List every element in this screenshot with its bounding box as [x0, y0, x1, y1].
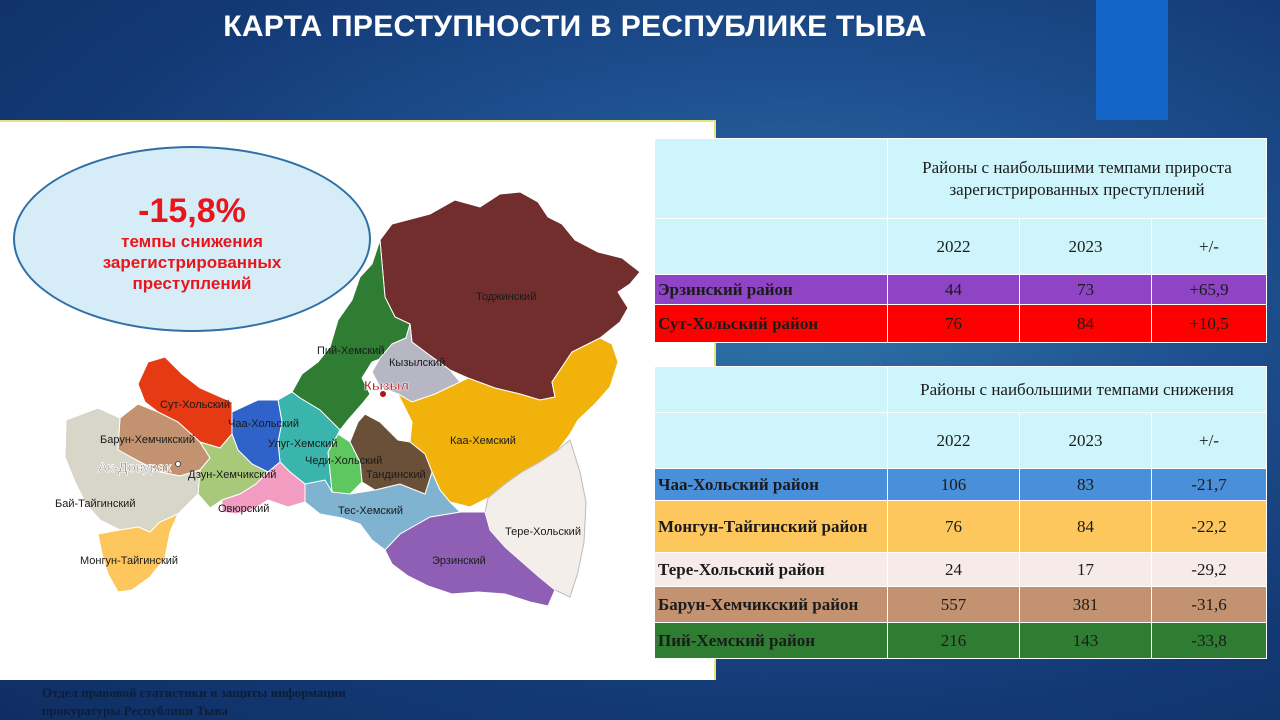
row-name: Пий-Хемский район — [655, 623, 888, 659]
row-2022: 24 — [888, 553, 1020, 587]
map-label-tere-kholsky: Тере-Хольский — [505, 526, 581, 538]
row-name: Барун-Хемчикский район — [655, 587, 888, 623]
table-row — [655, 275, 1267, 305]
growth-col-2022: 2022 — [888, 219, 1020, 275]
row-2023: 84 — [1020, 305, 1152, 343]
decline-col-change: +/- — [1152, 413, 1267, 469]
map-label-chaa-kholsky: Чаа-Хольский — [228, 418, 300, 430]
decline-table-header: Районы с наибольшими темпами снижения — [888, 367, 1267, 413]
decorative-blue-rectangle — [1096, 0, 1168, 120]
growth-table — [654, 138, 1267, 343]
footer-line-1: Отдел правовой статистики и защиты информации — [42, 685, 346, 700]
map-label-chedi-kholsky: Чеди-Хольский — [305, 455, 383, 467]
row-2023: 73 — [1020, 275, 1152, 305]
decline-col-2022: 2022 — [888, 413, 1020, 469]
decrease-caption-line1: темпы снижения — [121, 232, 263, 251]
ak-dovurak-marker — [176, 462, 181, 467]
row-change: +10,5 — [1152, 305, 1267, 343]
row-2023: 381 — [1020, 587, 1152, 623]
row-2022: 76 — [888, 501, 1020, 553]
table-row — [655, 587, 1267, 623]
map-label-dzun-khemchiksky: Дзун-Хемчикский — [188, 469, 277, 481]
growth-table-corner — [655, 139, 888, 219]
decrease-percent: -15,8% — [138, 192, 246, 230]
map-label-kyzylsky: Кызылский — [389, 357, 446, 369]
decline-table — [654, 366, 1267, 659]
row-2022: 44 — [888, 275, 1020, 305]
row-2023: 83 — [1020, 469, 1152, 501]
row-change: +65,9 — [1152, 275, 1267, 305]
table-row — [655, 305, 1267, 343]
row-change: -33,8 — [1152, 623, 1267, 659]
map-label-mongun-taiginsky: Монгун-Тайгинский — [80, 555, 179, 567]
map-label-bai-taiginsky: Бай-Тайгинский — [55, 498, 136, 510]
table-row — [655, 553, 1267, 587]
row-change: -29,2 — [1152, 553, 1267, 587]
decrease-caption-line3: преступлений — [132, 274, 252, 293]
table-row — [655, 469, 1267, 501]
table-row — [655, 623, 1267, 659]
row-name: Тере-Хольский район — [655, 553, 888, 587]
map-label-barun-khemchiksky: Барун-Хемчикский — [100, 434, 195, 446]
row-name: Эрзинский район — [655, 275, 888, 305]
map-label-kyzyl: Кызыл — [364, 378, 409, 393]
map-label-kaa-khemsky: Каа-Хемский — [450, 435, 516, 447]
decline-table-corner — [655, 367, 888, 413]
map-label-todzhinsky: Тоджинский — [476, 291, 537, 303]
map-label-erzinsky: Эрзинский — [432, 555, 486, 567]
row-2022: 106 — [888, 469, 1020, 501]
row-2022: 76 — [888, 305, 1020, 343]
page-title: КАРТА ПРЕСТУПНОСТИ В РЕСПУБЛИКЕ ТЫВА — [223, 10, 927, 43]
row-name: Сут-Хольский район — [655, 305, 888, 343]
row-2022: 216 — [888, 623, 1020, 659]
row-name: Чаа-Хольский район — [655, 469, 888, 501]
decrease-callout — [13, 146, 371, 332]
map-label-piy-khemsky: Пий-Хемский — [317, 345, 385, 357]
map-label-ak-dovurak: Ак-Довурак — [98, 459, 172, 475]
map-label-ovyursky: Овюрский — [218, 503, 270, 515]
map-label-tandinsky: Тандинский — [366, 469, 426, 481]
map-label-ulug-khemsky: Улуг-Хемский — [268, 438, 338, 450]
row-change: -22,2 — [1152, 501, 1267, 553]
growth-col-change: +/- — [1152, 219, 1267, 275]
decline-table-corner-2 — [655, 413, 888, 469]
map-label-tes-khemsky: Тес-Хемский — [338, 505, 404, 517]
row-name: Монгун-Тайгинский район — [655, 501, 888, 553]
row-2023: 143 — [1020, 623, 1152, 659]
growth-table-header: Районы с наибольшими темпами прироста зарегистрированных преступлений — [888, 139, 1267, 219]
row-change: -31,6 — [1152, 587, 1267, 623]
row-2022: 557 — [888, 587, 1020, 623]
map-label-sut-kholsky: Сут-Хольский — [160, 399, 230, 411]
decrease-caption-line2: зарегистрированных — [102, 253, 282, 272]
footer-line-2: прокуратуры Республики Тыва — [42, 703, 228, 718]
table-row — [655, 501, 1267, 553]
row-change: -21,7 — [1152, 469, 1267, 501]
decline-col-2023: 2023 — [1020, 413, 1152, 469]
growth-table-corner-2 — [655, 219, 888, 275]
row-2023: 84 — [1020, 501, 1152, 553]
row-2023: 17 — [1020, 553, 1152, 587]
growth-col-2023: 2023 — [1020, 219, 1152, 275]
footer-credit — [42, 684, 346, 720]
